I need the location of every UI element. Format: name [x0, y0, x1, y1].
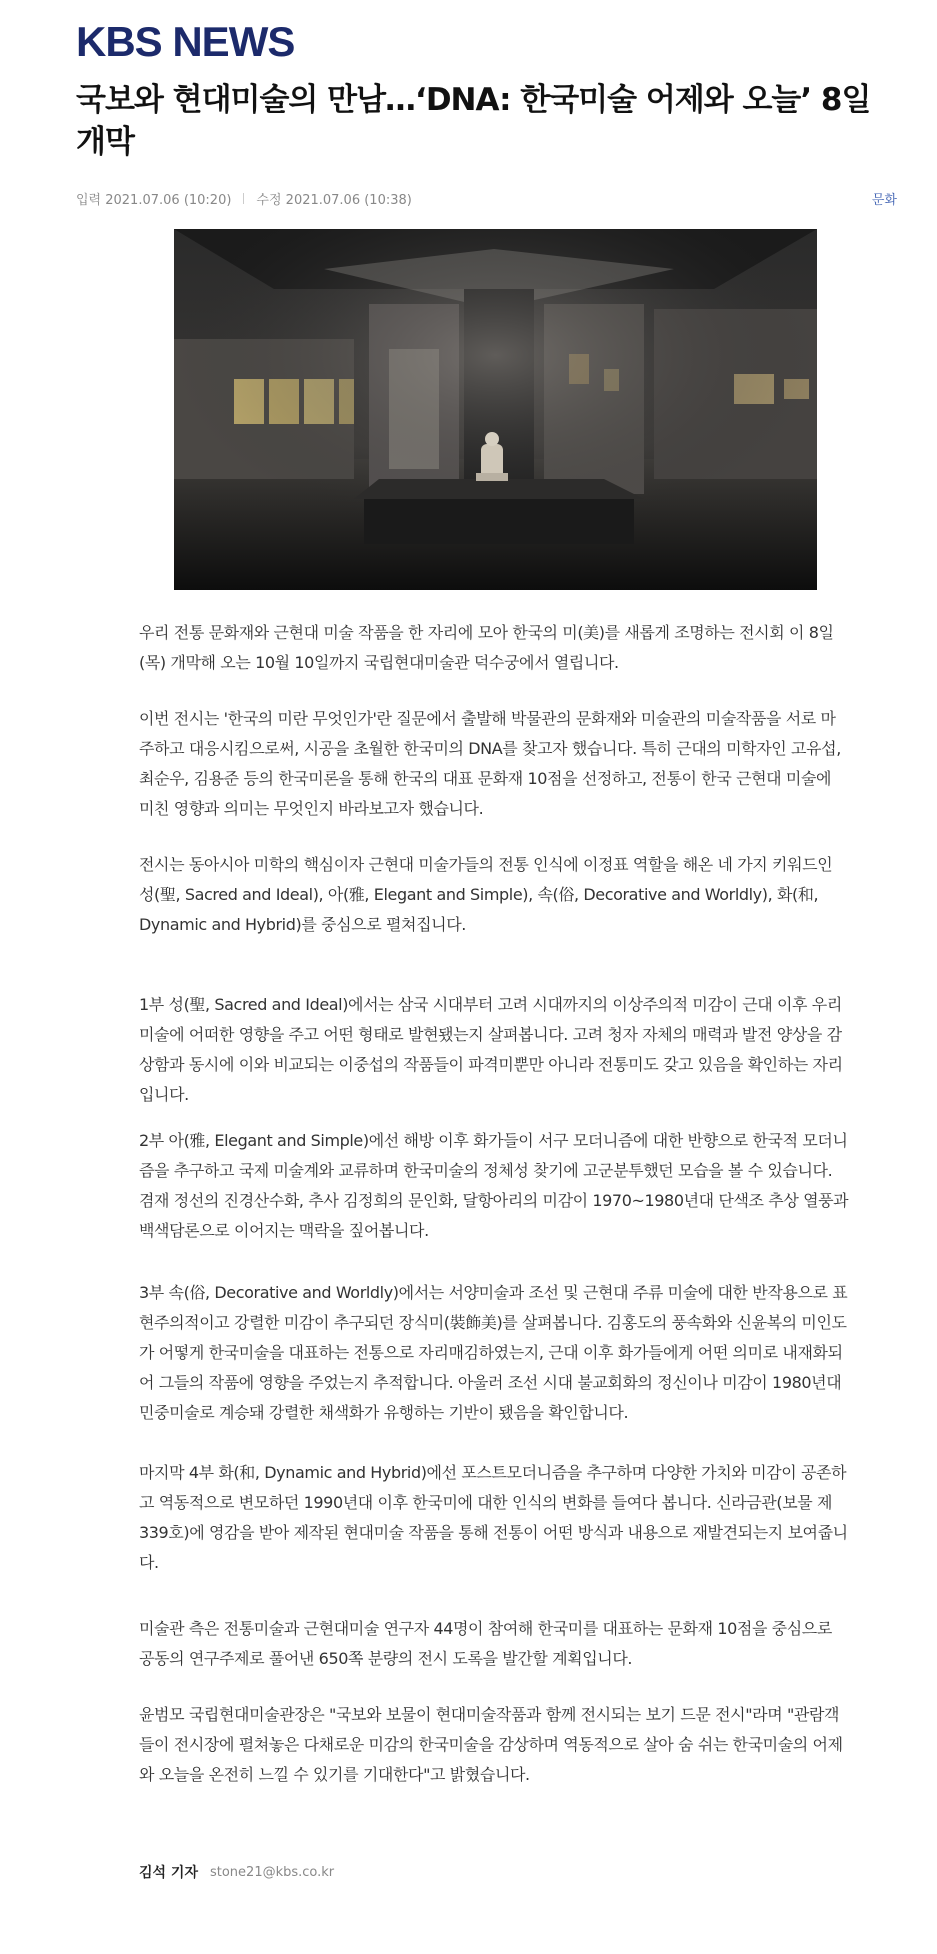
- reporter-byline: [139, 1862, 334, 1882]
- article-photo: [174, 229, 817, 590]
- updated-time: 수정 2021.07.06 (10:38): [256, 193, 412, 208]
- published-time: 입력 2021.07.06 (10:20): [76, 193, 232, 208]
- article-paragraph-4: 1부 성(聖, Sacred and Ideal)에서는 삼국 시대부터 고려 시대까지의 이상주의적 미감이 근대 이후 우리 미술에 어떠한 영향을 주고 어떤 형태로 발현됐는지 살펴봅니다. 고려 청자 자체의 매력과 발전 양상을 감상함과 동시에 이와 비교되는 이중섭의 작품들이 파격미뿐만 아니라 전통미도 갖고 있음을 확인하는 자리입니다.: [139, 995, 843, 1104]
- article-paragraph-3: 전시는 동아시아 미학의 핵심이자 근현대 미술가들의 전통 인식에 이정표 역할을 해온 네 가지 키워드인 성(聖, Sacred and Ideal), 아(雅, Elegant and Simple), 속(俗, Decorative and Worldly), 화(和, Dynamic and Hybrid)를 중심으로 펼쳐집니다.: [139, 855, 833, 934]
- article-paragraph-1: 우리 전통 문화재와 근현대 미술 작품을 한 자리에 모아 한국의 미(美)를 새롭게 조명하는 전시회 이 8일(목) 개막해 오는 10월 10일까지 국립현대미술관 덕수궁에서 열립니다.: [139, 623, 834, 672]
- article-paragraph-7: 마지막 4부 화(和, Dynamic and Hybrid)에선 포스트모더니즘을 추구하며 다양한 가치와 미감이 공존하고 역동적으로 변모하던 1990년대 이후 한국미에 대한 인식의 변화를 들여다 봅니다. 신라금관(보물 제339호)에 영감을 받아 제작된 현대미술 작품을 통해 전통이 어떤 방식과 내용으로 재발견되는지 보여줍니다.: [139, 1463, 848, 1572]
- article-headline: 국보와 현대미술의 만남…‘DNA: 한국미술 어제와 오늘’ 8일 개막: [76, 82, 871, 160]
- category-link[interactable]: 문화: [871, 193, 897, 208]
- article-meta: [76, 189, 412, 208]
- logo-text: KBS NEWS: [76, 18, 295, 65]
- article-paragraph-8: 미술관 측은 전통미술과 근현대미술 연구자 44명이 참여해 한국미를 대표하는 문화재 10점을 중심으로 공동의 연구주제로 풀어낸 650쪽 분량의 전시 도록을 발간할 계획입니다.: [139, 1619, 832, 1668]
- gallery-interior-image: [174, 229, 817, 590]
- article-paragraph-9: 윤범모 국립현대미술관장은 "국보와 보물이 현대미술작품과 함께 전시되는 보기 드문 전시"라며 "관람객들이 전시장에 펼쳐놓은 다채로운 미감의 한국미술을 감상하며 역동적으로 살아 숨 쉬는 한국미술의 어제와 오늘을 온전히 느낄 수 있기를 기대한다"고 밝혔습니다.: [139, 1705, 843, 1784]
- kbs-news-logo[interactable]: [76, 18, 295, 65]
- article-paragraph-6: 3부 속(俗, Decorative and Worldly)에서는 서양미술과 조선 및 근현대 주류 미술에 대한 반작용으로 표현주의적이고 강렬한 미감이 추구되던 장식미(裝飾美)를 살펴봅니다. 김홍도의 풍속화와 신윤복의 미인도가 어떻게 한국미술을 대표하는 전통으로 자리매김하였는지, 근대 이후 화가들에게 어떤 의미로 내재화되어 그들의 작품에 영향을 주었는지 추적합니다. 아울러 조선 시대 불교회화의 정신이나 미감이 1980년대 민중미술로 계승돼 강렬한 채색화가 유행하는 기반이 됐음을 확인합니다.: [139, 1283, 848, 1422]
- reporter-email[interactable]: stone21@kbs.co.kr: [209, 1864, 335, 1880]
- reporter-name[interactable]: 김석 기자: [139, 1865, 198, 1881]
- meta-divider: [243, 193, 244, 204]
- article-paragraph-2: 이번 전시는 '한국의 미란 무엇인가'란 질문에서 출발해 박물관의 문화재와 미술관의 미술작품을 서로 마주하고 대응시킴으로써, 시공을 초월한 한국미의 DNA를 찾고자 했습니다. 특히 근대의 미학자인 고유섭, 최순우, 김용준 등의 한국미론을 통해 한국의 대표 문화재 10점을 선정하고, 전통이 한국 근현대 미술에 미친 영향과 의미는 무엇인지 바라보고자 했습니다.: [139, 709, 841, 818]
- article-paragraph-5: 2부 아(雅, Elegant and Simple)에선 해방 이후 화가들이 서구 모더니즘에 대한 반향으로 한국적 모더니즘을 추구하고 국제 미술계와 교류하며 한국미술의 정체성 찾기에 고군분투했던 모습을 볼 수 있습니다. 겸재 정선의 진경산수화, 추사 김정희의 문인화, 달항아리의 미감이 1970~1980년대 단색조 추상 열풍과 백색담론으로 이어지는 맥락을 짚어봅니다.: [139, 1131, 849, 1240]
